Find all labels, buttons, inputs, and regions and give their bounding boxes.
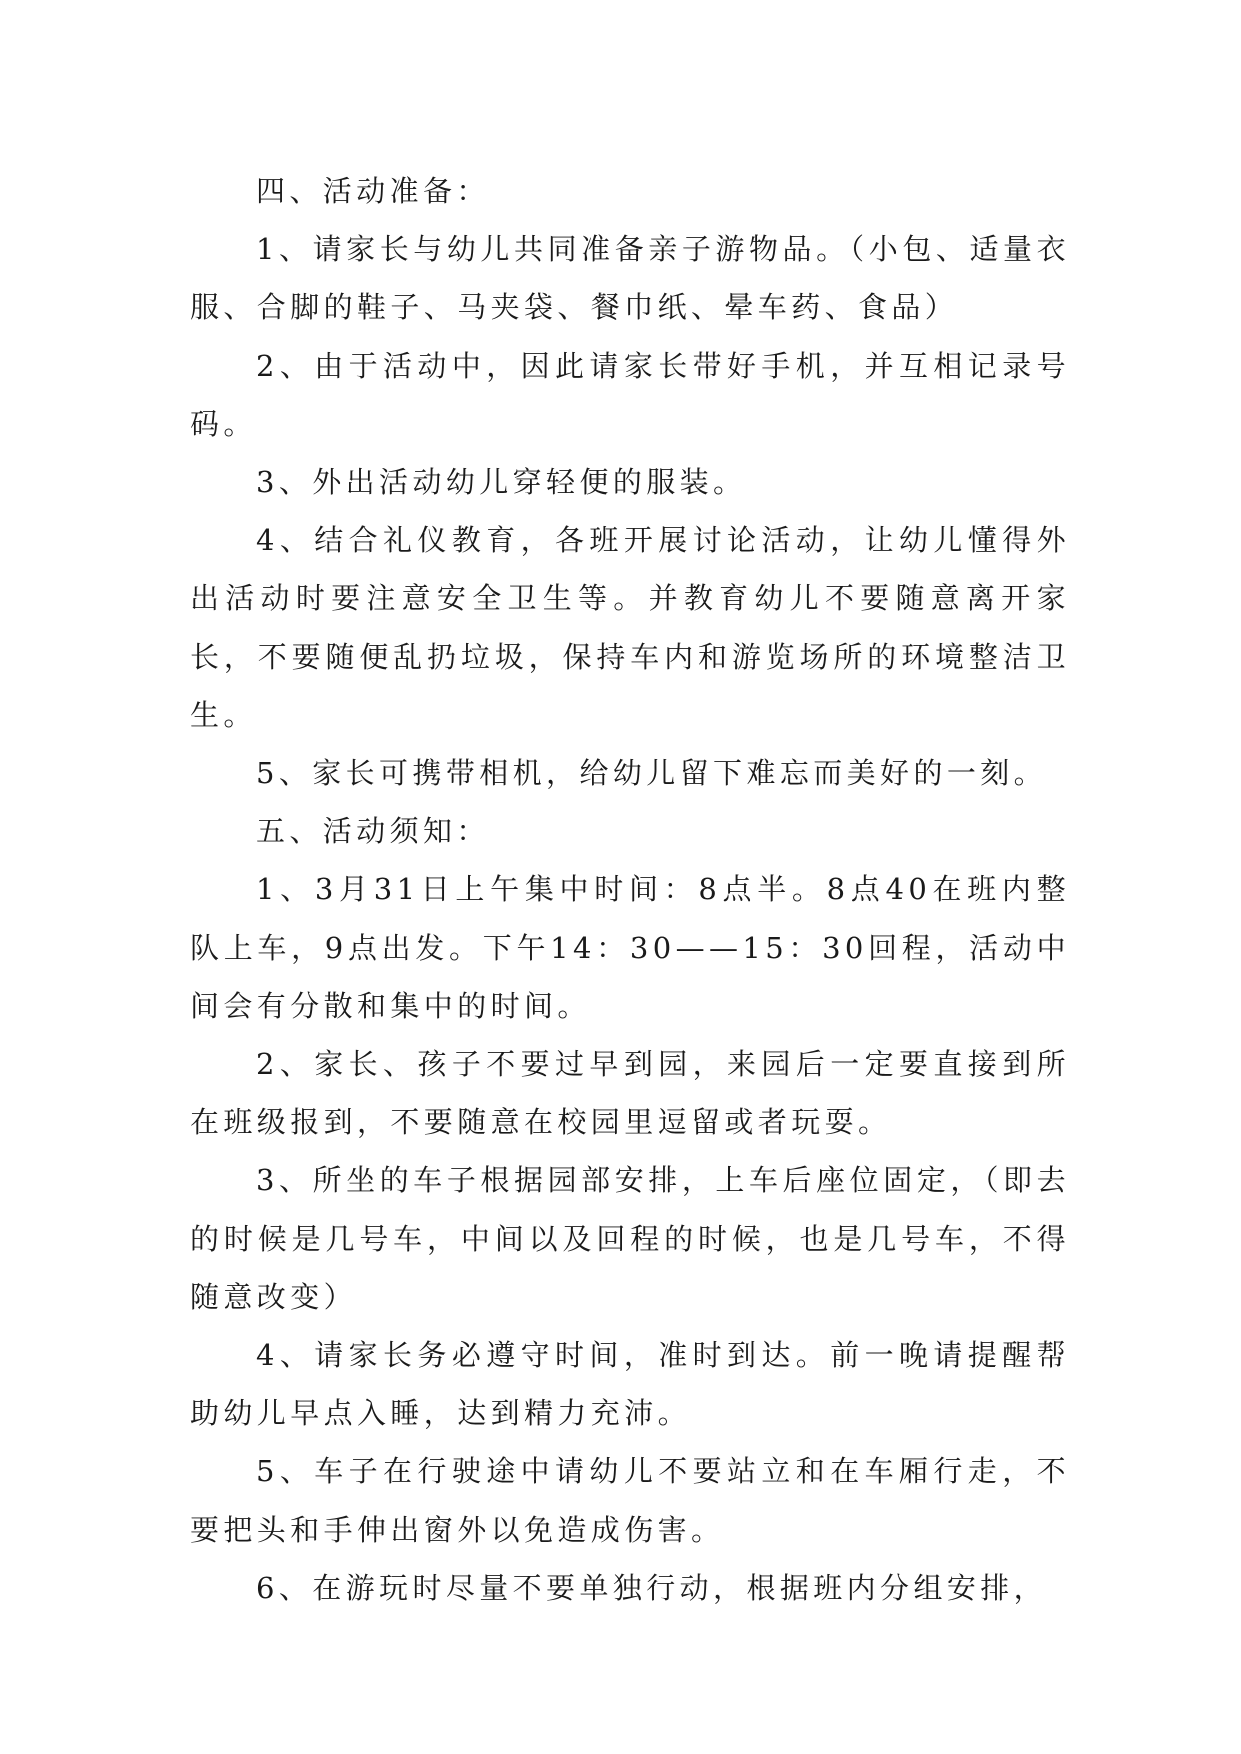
notice-item-3: 3、所坐的车子根据园部安排，上车后座位固定，（即去的时候是几号车，中间以及回程的时候，也是几号车，不得随意改变）	[190, 1163, 1070, 1314]
notice-item-5: 5、车子在行驶途中请幼儿不要站立和在车厢行走，不要把头和手伸出窗外以免造成伤害。	[190, 1454, 1070, 1547]
notice-item-2: 2、家长、孩子不要过早到园，来园后一定要直接到所在班级报到，不要随意在校园里逗留或者玩耍。	[190, 1047, 1070, 1140]
preparation-item-2: 2、由于活动中，因此请家长带好手机，并互相记录号码。	[190, 348, 1070, 441]
notice-item-6: 6、在游玩时尽量不要单独行动，根据班内分组安排，	[256, 1570, 1048, 1605]
notice-item-4: 4、请家长务必遵守时间，准时到达。前一晚请提醒帮助幼儿早点入睡，达到精力充沛。	[190, 1338, 1070, 1431]
section-heading-notice: 五、活动须知：	[256, 814, 490, 849]
document-body	[190, 162, 1070, 1617]
notice-item-1: 1、3月31日上午集中时间：8点半。8点40在班内整队上车，9点出发。下午14：30——15：30回程，活动中间会有分散和集中的时间。	[190, 872, 1070, 1023]
preparation-item-1: 1、请家长与幼儿共同准备亲子游物品。（小包、适量衣服、合脚的鞋子、马夹袋、餐巾纸、晕车药、食品）	[190, 232, 1070, 325]
preparation-item-4: 4、结合礼仪教育，各班开展讨论活动，让幼儿懂得外出活动时要注意安全卫生等。并教育幼儿不要随意离开家长，不要随便乱扔垃圾，保持车内和游览场所的环境整洁卫生。	[190, 523, 1070, 732]
preparation-item-3: 3、外出活动幼儿穿轻便的服装。	[256, 465, 747, 500]
section-heading-preparation: 四、活动准备：	[256, 174, 490, 208]
preparation-item-5: 5、家长可携带相机，给幼儿留下难忘而美好的一刻。	[256, 756, 1048, 791]
